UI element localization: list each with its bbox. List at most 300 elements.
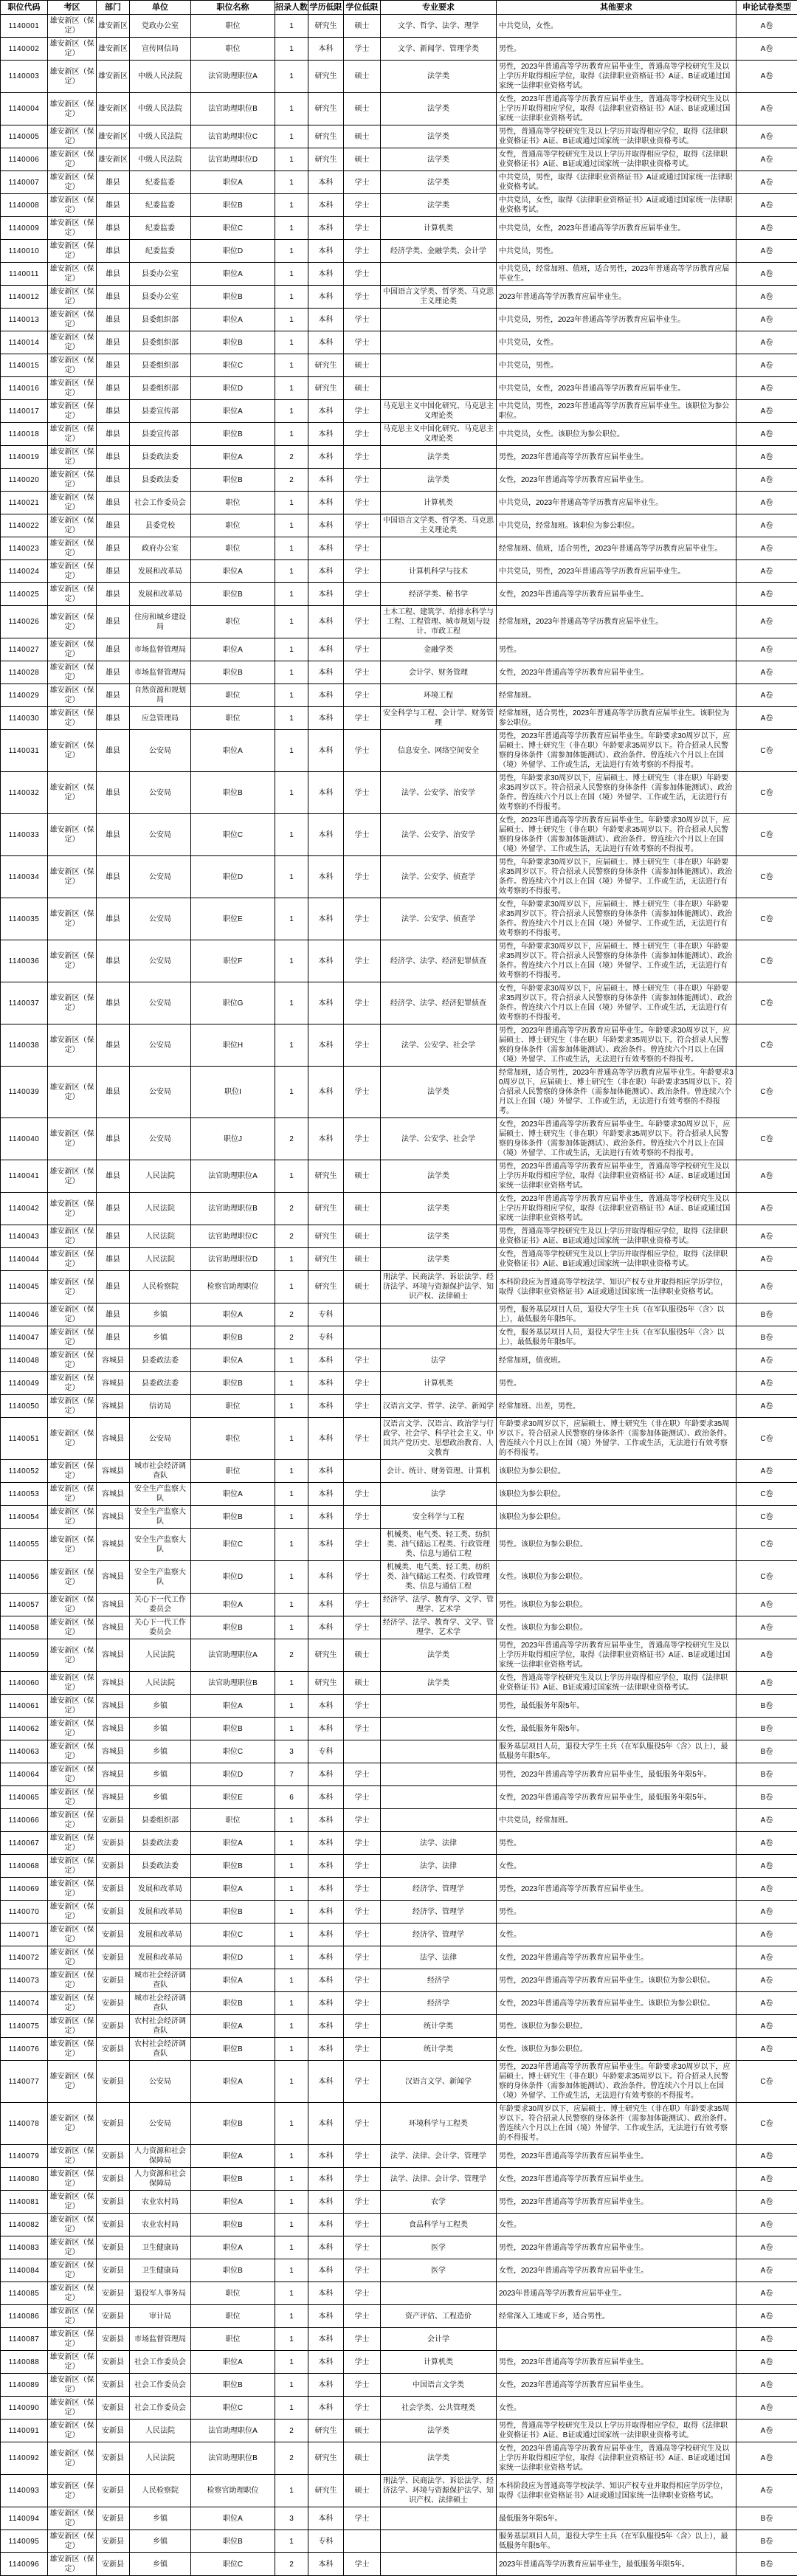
cell-other-requirements: 年龄要求30周岁以下，应届硕士、博士研究生（非在职）年龄要求35周岁以下。符合招录人民警察的身体条件（需参加体能测试）、政治条件。曾连续六个月以上在国（境）外留学、工作或生活，无法进行有效考察的不得报考。 — [497, 2103, 736, 2145]
cell-unit: 发展和改革局 — [130, 1878, 191, 1901]
cell-exam-area: 雄安新区（保定） — [48, 469, 97, 492]
cell-degree-min: 学士 — [344, 1594, 381, 1616]
table-row — [1, 1855, 797, 1878]
cell-major-requirement: 经济学、法学、教育学、文学、管理学、艺术学 — [381, 1616, 497, 1639]
cell-other-requirements: 女性，最低服务年限5年。 — [497, 1718, 736, 1740]
cell-position-name: 职位B — [191, 331, 275, 354]
cell-unit: 县委政法委 — [130, 1372, 191, 1395]
cell-department: 安新县 — [97, 1809, 130, 1832]
cell-major-requirement: 食品科学与工程类 — [381, 2214, 497, 2236]
cell-headcount: 2 — [275, 2553, 308, 2576]
cell-other-requirements — [497, 2328, 736, 2351]
cell-essay-paper-type: C卷 — [736, 1024, 797, 1067]
cell-major-requirement: 法学类 — [381, 1248, 497, 1271]
cell-education-min: 本科 — [308, 2061, 344, 2103]
cell-headcount: 1 — [275, 1616, 308, 1639]
cell-major-requirement — [381, 377, 497, 400]
cell-position-name: 职位 — [191, 514, 275, 537]
cell-essay-paper-type: A卷 — [736, 400, 797, 423]
cell-headcount: 1 — [275, 2145, 308, 2168]
cell-position-code: 1140031 — [1, 730, 48, 772]
table-row — [1, 1372, 797, 1395]
cell-position-code: 1140074 — [1, 1992, 48, 2015]
cell-position-code: 1140019 — [1, 446, 48, 469]
cell-other-requirements: 2023年普通高等学历教育应届毕业生。 — [497, 2282, 736, 2305]
cell-unit: 市场监督管理局 — [130, 2328, 191, 2351]
cell-department: 安新县 — [97, 1901, 130, 1924]
cell-other-requirements: 该职位为参公职位。 — [497, 1506, 736, 1529]
cell-degree-min: 学士 — [344, 263, 381, 286]
cell-position-code: 1140045 — [1, 1271, 48, 1304]
cell-department: 雄县 — [97, 661, 130, 684]
cell-exam-area: 雄安新区（保定） — [48, 2282, 97, 2305]
cell-unit: 县委办公室 — [130, 263, 191, 286]
cell-position-name: 职位J — [191, 1118, 275, 1160]
cell-degree-min: 硕士 — [344, 377, 381, 400]
cell-position-name: 职位A — [191, 1304, 275, 1326]
cell-position-name: 职位B — [191, 1901, 275, 1924]
cell-department: 雄安新区 — [97, 15, 130, 38]
table-row — [1, 2442, 797, 2475]
cell-department: 安新县 — [97, 2328, 130, 2351]
cell-degree-min: 学士 — [344, 2168, 381, 2191]
cell-exam-area: 雄安新区（保定） — [48, 1024, 97, 1067]
cell-headcount: 1 — [275, 2061, 308, 2103]
table-row — [1, 171, 797, 194]
cell-major-requirement: 法学、法律 — [381, 1855, 497, 1878]
cell-education-min: 研究生 — [308, 2420, 344, 2442]
cell-exam-area: 雄安新区（保定） — [48, 1395, 97, 1418]
cell-headcount: 1 — [275, 1067, 308, 1118]
cell-position-code: 1140028 — [1, 661, 48, 684]
cell-essay-paper-type: C卷 — [736, 730, 797, 772]
cell-exam-area: 雄安新区（保定） — [48, 2374, 97, 2397]
cell-unit: 县委政法委 — [130, 1832, 191, 1855]
cell-unit: 人民法院 — [130, 1672, 191, 1695]
header-row — [1, 1, 797, 15]
cell-education-min: 本科 — [308, 2305, 344, 2328]
cell-education-min: 本科 — [308, 856, 344, 898]
cell-position-name: 职位A — [191, 730, 275, 772]
cell-unit: 乡镇 — [130, 2507, 191, 2530]
cell-other-requirements: 中共党员，男性，2023年普通高等学历教育应届毕业生。 — [497, 560, 736, 583]
cell-exam-area: 雄安新区（保定） — [48, 2191, 97, 2214]
cell-other-requirements: 男性，年龄要求30周岁以下，应届硕士、博士研究生（非在职）年龄要求35周岁以下。符合招录人民警察的身体条件（需参加体能测试）、政治条件。曾连续六个月以上在国（境）外留学、工作或生活，无法进行有效考察的不得报考。 — [497, 772, 736, 814]
cell-degree-min: 学士 — [344, 2305, 381, 2328]
cell-major-requirement: 中国语言文学类、哲学类、马克思主义理论类 — [381, 514, 497, 537]
cell-headcount: 3 — [275, 1740, 308, 1763]
table-row — [1, 1483, 797, 1506]
cell-unit: 县委党校 — [130, 514, 191, 537]
cell-education-min: 本科 — [308, 1718, 344, 1740]
cell-education-min: 本科 — [308, 1832, 344, 1855]
cell-department: 雄县 — [97, 1024, 130, 1067]
cell-major-requirement: 会计学、财务管理 — [381, 661, 497, 684]
cell-other-requirements: 本科阶段应为普通高等学校法学、知识产权专业并取得相应学历学位，取得《法律职业资格证书》A证或通过国家统一法律职业资格考试。 — [497, 2475, 736, 2507]
cell-education-min: 研究生 — [308, 61, 344, 93]
cell-essay-paper-type: B卷 — [736, 1740, 797, 1763]
cell-position-code: 1140058 — [1, 1616, 48, 1639]
cell-position-code: 1140021 — [1, 492, 48, 514]
cell-exam-area: 雄安新区（保定） — [48, 2236, 97, 2259]
cell-department: 雄县 — [97, 707, 130, 730]
cell-headcount: 1 — [275, 125, 308, 148]
cell-department: 安新县 — [97, 2168, 130, 2191]
cell-headcount: 2 — [275, 469, 308, 492]
table-row — [1, 1067, 797, 1118]
table-row — [1, 1992, 797, 2015]
cell-position-code: 1140069 — [1, 1878, 48, 1901]
cell-position-code: 1140014 — [1, 331, 48, 354]
cell-department: 容城县 — [97, 1763, 130, 1786]
cell-headcount: 1 — [275, 2351, 308, 2374]
cell-education-min: 本科 — [308, 1483, 344, 1506]
cell-major-requirement: 经济学、法学、经济犯罪侦查 — [381, 982, 497, 1024]
cell-position-code: 1140062 — [1, 1718, 48, 1740]
cell-other-requirements: 男性，2023年普通高等学历教育应届毕业生。 — [497, 446, 736, 469]
cell-position-name: 法官助理职位B — [191, 93, 275, 125]
cell-degree-min: 学士 — [344, 400, 381, 423]
cell-education-min: 本科 — [308, 492, 344, 514]
cell-education-min: 本科 — [308, 1024, 344, 1067]
cell-unit: 发展和改革局 — [130, 1901, 191, 1924]
cell-education-min: 研究生 — [308, 2442, 344, 2475]
cell-department: 安新县 — [97, 2553, 130, 2576]
cell-exam-area: 雄安新区（保定） — [48, 1193, 97, 1225]
cell-department: 安新县 — [97, 2475, 130, 2507]
cell-headcount: 1 — [275, 1506, 308, 1529]
cell-position-code: 1140025 — [1, 583, 48, 606]
cell-essay-paper-type: A卷 — [736, 15, 797, 38]
cell-degree-min: 学士 — [344, 1024, 381, 1067]
cell-department: 雄县 — [97, 1067, 130, 1118]
cell-unit: 纪委监委 — [130, 240, 191, 263]
cell-headcount: 1 — [275, 331, 308, 354]
table-row — [1, 1160, 797, 1193]
cell-unit: 农业农村局 — [130, 2214, 191, 2236]
cell-position-name: 职位A — [191, 2061, 275, 2103]
cell-essay-paper-type: A卷 — [736, 1992, 797, 2015]
table-row — [1, 684, 797, 707]
cell-unit: 城市社会经济调查队 — [130, 1992, 191, 2015]
cell-education-min: 本科 — [308, 560, 344, 583]
cell-other-requirements: 女性，年龄要求30周岁以下，应届硕士、博士研究生（非在职）年龄要求35周岁以下。符合招录人民警察的身体条件（需参加体能测试）、政治条件。曾连续六个月以上在国（境）外留学、工作或生活，无法进行有效考察的不得报考。 — [497, 898, 736, 940]
cell-position-name: 职位D — [191, 240, 275, 263]
cell-position-name: 职位C — [191, 1529, 275, 1561]
cell-unit: 人民法院 — [130, 1225, 191, 1248]
cell-position-name: 职位G — [191, 982, 275, 1024]
cell-unit: 纪委监委 — [130, 217, 191, 240]
cell-exam-area: 雄安新区（保定） — [48, 423, 97, 446]
cell-exam-area: 雄安新区（保定） — [48, 1901, 97, 1924]
cell-essay-paper-type: A卷 — [736, 194, 797, 217]
cell-major-requirement: 土木工程、建筑学、给排水科学与工程、工程管理、城市规划与设计、市政工程 — [381, 606, 497, 638]
cell-department: 雄县 — [97, 856, 130, 898]
cell-unit: 安全生产监察大队 — [130, 1506, 191, 1529]
cell-position-name: 职位A — [191, 1695, 275, 1718]
cell-exam-area: 雄安新区（保定） — [48, 730, 97, 772]
cell-headcount: 1 — [275, 1878, 308, 1901]
cell-degree-min: 学士 — [344, 583, 381, 606]
cell-position-name: 职位B — [191, 1992, 275, 2015]
cell-department: 安新县 — [97, 2259, 130, 2282]
cell-department: 雄县 — [97, 537, 130, 560]
cell-degree-min — [344, 1740, 381, 1763]
cell-department: 雄县 — [97, 638, 130, 661]
cell-department: 安新县 — [97, 2420, 130, 2442]
cell-other-requirements: 经常加班、出差，男性。 — [497, 1395, 736, 1418]
cell-exam-area: 雄安新区（保定） — [48, 661, 97, 684]
cell-department: 雄安新区 — [97, 61, 130, 93]
cell-education-min: 研究生 — [308, 15, 344, 38]
cell-headcount: 1 — [275, 684, 308, 707]
table-row — [1, 1901, 797, 1924]
cell-education-min: 本科 — [308, 1946, 344, 1969]
cell-position-code: 1140007 — [1, 171, 48, 194]
cell-other-requirements: 女性，2023年普通高等学历教育应届毕业生，普通高等学校研究生及以上学历并取得相应学位，取得《法律职业资格证书》A证、B证或通过国家统一法律职业资格考试。 — [497, 1193, 736, 1225]
cell-essay-paper-type: C卷 — [736, 1529, 797, 1561]
cell-major-requirement: 机械类、电气类、轻工类、纺织类、油气储运工程类、行政管理类、信息与通信工程 — [381, 1529, 497, 1561]
cell-education-min: 专科 — [308, 1740, 344, 1763]
cell-department: 雄县 — [97, 583, 130, 606]
cell-exam-area: 雄安新区（保定） — [48, 2328, 97, 2351]
header-cell-other-requirements: 其他要求 — [497, 1, 736, 15]
cell-exam-area: 雄安新区（保定） — [48, 1304, 97, 1326]
cell-exam-area: 雄安新区（保定） — [48, 1271, 97, 1304]
cell-major-requirement: 社会学类、公共管理类 — [381, 2397, 497, 2420]
cell-education-min: 本科 — [308, 606, 344, 638]
cell-education-min: 研究生 — [308, 1639, 344, 1672]
cell-position-code: 1140070 — [1, 1901, 48, 1924]
table-row — [1, 1326, 797, 1349]
cell-education-min: 本科 — [308, 638, 344, 661]
cell-other-requirements: 年龄要求30周岁以下，应届硕士、博士研究生（非在职）年龄要求35周岁以下。符合招录人民警察的身体条件（需参加体能测试）、政治条件。曾连续六个月以上在国（境）外留学、工作或生活，无法进行有效考察的不得报考。 — [497, 1418, 736, 1460]
table-row — [1, 377, 797, 400]
cell-headcount: 1 — [275, 2374, 308, 2397]
cell-degree-min: 学士 — [344, 707, 381, 730]
cell-education-min: 本科 — [308, 309, 344, 331]
cell-headcount: 1 — [275, 2282, 308, 2305]
cell-education-min: 本科 — [308, 331, 344, 354]
cell-essay-paper-type: A卷 — [736, 1349, 797, 1372]
cell-other-requirements: 该职位为参公职位。 — [497, 1460, 736, 1483]
cell-unit: 城市社会经济调查队 — [130, 1969, 191, 1992]
cell-degree-min: 学士 — [344, 1992, 381, 2015]
cell-major-requirement: 统计学类 — [381, 2038, 497, 2061]
cell-position-name: 职位 — [191, 38, 275, 61]
cell-unit: 社会工作委员会 — [130, 492, 191, 514]
cell-degree-min: 硕士 — [344, 1193, 381, 1225]
cell-exam-area: 雄安新区（保定） — [48, 2168, 97, 2191]
cell-unit: 发展和改革局 — [130, 1924, 191, 1946]
cell-education-min: 本科 — [308, 1594, 344, 1616]
cell-degree-min: 学士 — [344, 638, 381, 661]
cell-major-requirement: 中国语言文学类 — [381, 2374, 497, 2397]
cell-degree-min: 学士 — [344, 560, 381, 583]
cell-unit: 县委政法委 — [130, 446, 191, 469]
cell-essay-paper-type: A卷 — [736, 1594, 797, 1616]
cell-department: 容城县 — [97, 1395, 130, 1418]
cell-other-requirements: 女性，2023年普通高等学历教育应届毕业生。年龄要求30周岁以下，应届硕士、博士研究生（非在职）年龄要求35周岁以下。符合招录人民警察的身体条件（需参加体能测试）、政治条件。曾连续六个月以上在国（境）外留学、工作或生活，无法进行有效考察的不得报考。 — [497, 1118, 736, 1160]
cell-degree-min: 学士 — [344, 194, 381, 217]
cell-headcount: 1 — [275, 377, 308, 400]
cell-degree-min: 硕士 — [344, 2442, 381, 2475]
cell-education-min: 研究生 — [308, 1160, 344, 1193]
cell-position-code: 1140055 — [1, 1529, 48, 1561]
cell-position-code: 1140034 — [1, 856, 48, 898]
cell-major-requirement: 计算机类 — [381, 492, 497, 514]
cell-essay-paper-type: A卷 — [736, 1460, 797, 1483]
cell-major-requirement: 法学、公安学、侦查学 — [381, 856, 497, 898]
cell-degree-min: 学士 — [344, 1395, 381, 1418]
table-row — [1, 1225, 797, 1248]
cell-education-min: 本科 — [308, 1855, 344, 1878]
cell-position-name: 职位A — [191, 2507, 275, 2530]
cell-degree-min: 学士 — [344, 2103, 381, 2145]
cell-essay-paper-type: A卷 — [736, 2374, 797, 2397]
cell-degree-min: 学士 — [344, 2214, 381, 2236]
cell-essay-paper-type: A卷 — [736, 446, 797, 469]
cell-department: 雄县 — [97, 331, 130, 354]
cell-education-min: 本科 — [308, 2236, 344, 2259]
cell-degree-min: 硕士 — [344, 1271, 381, 1304]
cell-department: 雄县 — [97, 730, 130, 772]
cell-position-code: 1140060 — [1, 1672, 48, 1695]
cell-unit: 农业农村局 — [130, 2191, 191, 2214]
cell-degree-min: 学士 — [344, 2374, 381, 2397]
cell-position-name: 职位D — [191, 1763, 275, 1786]
cell-other-requirements: 该职位为参公职位。 — [497, 1483, 736, 1506]
cell-exam-area: 雄安新区（保定） — [48, 2420, 97, 2442]
cell-headcount: 2 — [275, 1326, 308, 1349]
cell-degree-min: 硕士 — [344, 148, 381, 171]
cell-major-requirement — [381, 537, 497, 560]
cell-department: 容城县 — [97, 1740, 130, 1763]
cell-education-min: 本科 — [308, 814, 344, 856]
cell-position-name: 职位B — [191, 2259, 275, 2282]
cell-headcount: 1 — [275, 514, 308, 537]
cell-education-min: 本科 — [308, 1786, 344, 1809]
table-row — [1, 1024, 797, 1067]
cell-major-requirement — [381, 1326, 497, 1349]
cell-headcount: 1 — [275, 423, 308, 446]
cell-exam-area: 雄安新区（保定） — [48, 1594, 97, 1616]
cell-degree-min: 学士 — [344, 1695, 381, 1718]
cell-unit: 公安局 — [130, 1118, 191, 1160]
cell-essay-paper-type: A卷 — [736, 148, 797, 171]
cell-education-min: 本科 — [308, 2038, 344, 2061]
cell-position-code: 1140090 — [1, 2397, 48, 2420]
cell-degree-min: 学士 — [344, 2015, 381, 2038]
cell-position-code: 1140076 — [1, 2038, 48, 2061]
cell-position-name: 检察官助理职位 — [191, 2475, 275, 2507]
cell-department: 雄县 — [97, 423, 130, 446]
cell-other-requirements: 女性，2023年普通高等学历教育应届毕业生。年龄要求30周岁以下，应届硕士、博士研究生（非在职）年龄要求35周岁以下。符合招录人民警察的身体条件（需参加体能测试）、政治条件。曾连续六个月以上在国（境）外留学、工作或生活，无法进行有效考察的不得报考。 — [497, 814, 736, 856]
cell-exam-area: 雄安新区（保定） — [48, 1529, 97, 1561]
cell-essay-paper-type: C卷 — [736, 1561, 797, 1594]
cell-exam-area: 雄安新区（保定） — [48, 2103, 97, 2145]
cell-headcount: 1 — [275, 560, 308, 583]
cell-unit: 纪委监委 — [130, 194, 191, 217]
cell-other-requirements: 女性，2023年普通高等学历教育应届毕业生。 — [497, 1946, 736, 1969]
cell-unit: 公安局 — [130, 982, 191, 1024]
cell-department: 雄县 — [97, 354, 130, 377]
cell-unit: 政府办公室 — [130, 537, 191, 560]
cell-education-min: 本科 — [308, 1878, 344, 1901]
cell-education-min: 本科 — [308, 2259, 344, 2282]
cell-exam-area: 雄安新区（保定） — [48, 2305, 97, 2328]
cell-department: 雄县 — [97, 1193, 130, 1225]
cell-unit: 县委组织部 — [130, 309, 191, 331]
table-row — [1, 400, 797, 423]
cell-department: 安新县 — [97, 2214, 130, 2236]
cell-major-requirement: 汉语言文学、汉语言、政治学与行政学、社会学、科学社会主义、中国共产党历史、思想政治教育、人文教育 — [381, 1418, 497, 1460]
cell-other-requirements: 男性，2023年普通高等学历教育应届毕业生。该职位为参公职位。 — [497, 1969, 736, 1992]
cell-major-requirement: 刑法学、民商法学、诉讼法学、经济法学、环境与资源保护法学、知识产权、法律硕士 — [381, 2475, 497, 2507]
cell-other-requirements: 男性，普通高等学校研究生及以上学历并取得相应学位，取得《法律职业资格证书》A证、B证或通过国家统一法律职业资格考试。 — [497, 125, 736, 148]
header-cell-major-requirement: 专业要求 — [381, 1, 497, 15]
cell-essay-paper-type: C卷 — [736, 940, 797, 982]
cell-position-code: 1140094 — [1, 2507, 48, 2530]
cell-education-min: 本科 — [308, 2328, 344, 2351]
table-row — [1, 814, 797, 856]
cell-exam-area: 雄安新区（保定） — [48, 898, 97, 940]
cell-degree-min: 学士 — [344, 2061, 381, 2103]
cell-unit: 县委政法委 — [130, 469, 191, 492]
cell-education-min: 本科 — [308, 1460, 344, 1483]
cell-position-code: 1140015 — [1, 354, 48, 377]
cell-education-min: 本科 — [308, 1372, 344, 1395]
cell-education-min: 研究生 — [308, 1248, 344, 1271]
cell-position-name: 职位E — [191, 1786, 275, 1809]
cell-department: 安新县 — [97, 1969, 130, 1992]
cell-essay-paper-type: A卷 — [736, 61, 797, 93]
cell-position-name: 职位B — [191, 194, 275, 217]
cell-exam-area: 雄安新区（保定） — [48, 2145, 97, 2168]
cell-position-name: 职位A — [191, 2351, 275, 2374]
cell-exam-area: 雄安新区（保定） — [48, 93, 97, 125]
cell-position-name: 职位 — [191, 2305, 275, 2328]
cell-essay-paper-type: A卷 — [736, 707, 797, 730]
cell-essay-paper-type: A卷 — [736, 1855, 797, 1878]
table-row — [1, 38, 797, 61]
table-row — [1, 661, 797, 684]
cell-essay-paper-type: B卷 — [736, 1326, 797, 1349]
cell-position-name: 职位 — [191, 707, 275, 730]
cell-exam-area: 雄安新区（保定） — [48, 1418, 97, 1460]
cell-major-requirement: 刑法学、民商法学、诉讼法学、经济法学、环境与资源保护法学、知识产权、法律硕士 — [381, 1271, 497, 1304]
cell-major-requirement: 法学、法律、会计学、管理学 — [381, 2145, 497, 2168]
cell-headcount: 1 — [275, 1529, 308, 1561]
cell-degree-min: 学士 — [344, 171, 381, 194]
cell-other-requirements: 女性，2023年普通高等学历教育应届毕业生。 — [497, 2374, 736, 2397]
cell-position-code: 1140057 — [1, 1594, 48, 1616]
cell-headcount: 1 — [275, 400, 308, 423]
cell-position-name: 职位B — [191, 583, 275, 606]
cell-headcount: 2 — [275, 1225, 308, 1248]
cell-education-min: 本科 — [308, 2507, 344, 2530]
cell-exam-area: 雄安新区（保定） — [48, 61, 97, 93]
cell-major-requirement — [381, 1718, 497, 1740]
cell-position-code: 1140051 — [1, 1418, 48, 1460]
cell-position-code: 1140013 — [1, 309, 48, 331]
cell-position-name: 职位A — [191, 1832, 275, 1855]
cell-education-min: 本科 — [308, 2553, 344, 2576]
cell-essay-paper-type: C卷 — [736, 772, 797, 814]
cell-education-min: 本科 — [308, 537, 344, 560]
cell-department: 容城县 — [97, 1561, 130, 1594]
table-row — [1, 940, 797, 982]
